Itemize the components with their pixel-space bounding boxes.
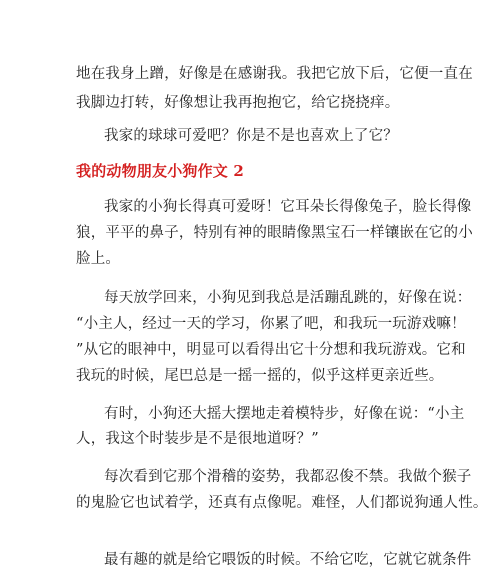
- paragraph-line: 我家的球球可爱吧？你是不是也喜欢上了它？: [104, 128, 398, 144]
- paragraph-line: 人，我这个时装步是不是很地道呀？”: [76, 431, 319, 447]
- paragraph-line: 地在我身上蹭，好像是在感谢我。我把它放下后，它便一直在: [76, 66, 473, 82]
- paragraph-line: 的鬼脸它也试着学，还真有点像呢。难怪，人们都说狗通人性。: [76, 495, 488, 511]
- paragraph-line: 每天放学回来，小狗见到我总是活蹦乱跳的，好像在说：: [104, 290, 472, 306]
- paragraph-line: 有时，小狗还大摇大摆地走着模特步，好像在说：“小主: [104, 406, 465, 422]
- section-heading: 我的动物朋友小狗作文 2: [76, 162, 245, 180]
- paragraph-line: 脸上。: [76, 251, 121, 267]
- paragraph-line: ”从它的眼神中，明显可以看得出它十分想和我玩游戏。它和: [76, 342, 466, 358]
- paragraph-line: 最有趣的就是给它喂饭的时候。不给它吃，它就它就条件: [104, 552, 472, 568]
- paragraph-line: “小主人，经过一天的学习，你累了吧，和我玩一玩游戏嘛！: [76, 316, 466, 332]
- paragraph-line: 我家的小狗长得真可爱呀！它耳朵长得像兔子，脸长得像: [104, 199, 472, 215]
- paragraph-line: 我脚边打转，好像想让我再抱抱它，给它挠挠痒。: [76, 95, 400, 111]
- paragraph-line: 我玩的时候，尾巴总是一摇一摇的，似乎这样更亲近些。: [76, 368, 444, 384]
- paragraph-line: 每次看到它那个滑稽的姿势，我都忍俊不禁。我做个猴子: [104, 469, 472, 485]
- paragraph-line: 狼，平平的鼻子，特别有神的眼睛像黑宝石一样镶嵌在它的小: [76, 225, 473, 241]
